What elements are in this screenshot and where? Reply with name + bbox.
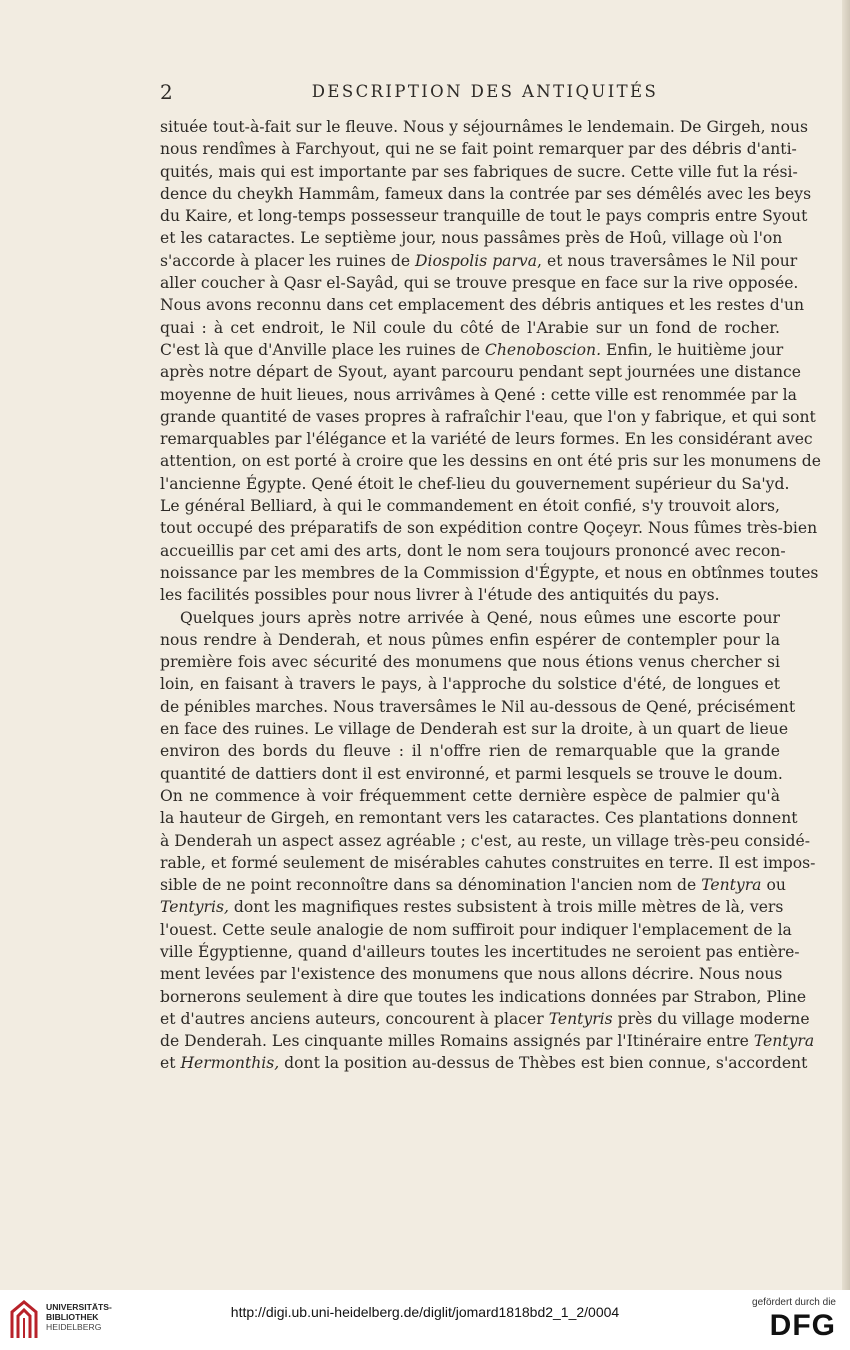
text-line: de Denderah. Les cinquante milles Romains assignés par l'Itinéraire entre Tentyra — [160, 1032, 815, 1051]
text-line: quantité de dattiers dont il est environné, et parmi lesquels se trouve le doum. — [160, 764, 783, 783]
text-line: quai : à cet endroit, le Nil coule du côté de l'Arabie sur un fond de rocher. — [160, 318, 780, 337]
running-head — [160, 80, 780, 104]
dfg-logo[interactable]: DFG — [769, 1309, 836, 1342]
text-line: la hauteur de Girgeh, en remontant vers les cataractes. Ces plantations donnent — [160, 809, 798, 828]
body-text — [160, 116, 821, 1075]
document-url-link[interactable]: http://digi.ub.uni-heidelberg.de/diglit/jomard1818bd2_1_2/0004 — [230, 1304, 620, 1320]
text-line: tout occupé des préparatifs de son expédition contre Qoçeyr. Nous fûmes très-bien — [160, 519, 818, 538]
text-line: Quelques jours après notre arrivée à Qené, nous eûmes une escorte pour — [180, 608, 780, 627]
text-line: C'est là que d'Anville place les ruines de Chenoboscion. Enfin, le huitième jour — [160, 340, 784, 359]
text-line: accueillis par cet ami des arts, dont le nom sera toujours prononcé avec recon- — [160, 541, 786, 560]
text-line: et d'autres anciens auteurs, concourent à placer Tentyris près du village moderne — [160, 1009, 810, 1028]
text-line: attention, on est porté à croire que les dessins en ont été pris sur les monumens de — [160, 452, 821, 471]
page-number: 2 — [160, 80, 173, 104]
library-name-line: HEIDELBERG — [46, 1322, 102, 1332]
running-title: DESCRIPTION DES ANTIQUITÉS — [311, 82, 659, 101]
viewer-footer — [0, 1290, 850, 1350]
text-line: en face des ruines. Le village de Denderah est sur la droite, à un quart de lieue — [160, 720, 789, 739]
text-line: Nous avons reconnu dans cet emplacement des débris antiques et les restes d'un — [160, 296, 805, 315]
text-line: s'accorde à placer les ruines de Diospolis parva, et nous traversâmes le Nil pour — [160, 251, 798, 270]
text-line: nous rendîmes à Farchyout, qui ne se fait point remarquer par des débris d'anti- — [160, 140, 797, 159]
text-line: aller coucher à Qasr el-Sayâd, qui se trouve presque en face sur la rive opposée. — [160, 274, 799, 293]
text-line: première fois avec sécurité des monumens que nous étions venus chercher si — [160, 653, 780, 672]
text-line: moyenne de huit lieues, nous arrivâmes à Qené : cette ville est renommée par la — [160, 385, 797, 404]
funded-by-label: gefördert durch die — [752, 1297, 836, 1308]
text-line: On ne commence à voir fréquemment cette dernière espèce de palmier qu'à — [160, 786, 780, 805]
text-line: rable, et formé seulement de misérables cahutes construites en terre. Il est impos- — [160, 853, 816, 872]
text-line: ment levées par l'existence des monumens que nous allons décrire. Nous nous — [160, 965, 783, 984]
text-line: grande quantité de vases propres à rafraîchir l'eau, que l'on y fabrique, et qui sont — [160, 407, 816, 426]
text-line: loin, en faisant à travers le pays, à l'approche du solstice d'été, de longues et — [160, 675, 780, 694]
text-line: Tentyris, dont les magnifiques restes subsistent à trois mille mètres de là, vers — [160, 898, 784, 917]
text-line: quités, mais qui est importante par ses fabriques de sucre. Cette ville fut la rési- — [160, 162, 798, 181]
text-line: dence du cheykh Hammâm, fameux dans la contrée par ses démêlés avec les beys — [160, 184, 812, 203]
university-library-logo-icon[interactable] — [8, 1300, 40, 1340]
text-line: Le général Belliard, à qui le commandement en étoit confié, s'y trouvoit alors, — [160, 497, 780, 516]
library-name-line: BIBLIOTHEK — [46, 1312, 99, 1322]
text-line: environ des bords du fleuve : il n'offre rien de remarquable que la grande — [160, 742, 780, 761]
text-line: l'ouest. Cette seule analogie de nom suffiroit pour indiquer l'emplacement de la — [160, 920, 792, 939]
text-line: ville Égyptienne, quand d'ailleurs toutes les incertitudes ne seroient pas entière- — [160, 942, 800, 961]
text-line: après notre départ de Syout, ayant parcouru pendant sept journées une distance — [160, 363, 801, 382]
text-line: et Hermonthis, dont la position au-dessus de Thèbes est bien connue, s'accordent — [160, 1054, 808, 1073]
text-line: bornerons seulement à dire que toutes les indications données par Strabon, Pline — [160, 987, 807, 1006]
text-line: les facilités possibles pour nous livrer à l'étude des antiquités du pays. — [160, 586, 720, 605]
text-line: nous rendre à Denderah, et nous pûmes enfin espérer de contempler pour la — [160, 630, 780, 649]
text-line: de pénibles marches. Nous traversâmes le Nil au-dessous de Qené, précisément — [160, 697, 796, 716]
text-line: située tout-à-fait sur le fleuve. Nous y séjournâmes le lendemain. De Girgeh, nous — [160, 118, 809, 136]
text-line: du Kaire, et long-temps possesseur tranquille de tout le pays compris entre Syout — [160, 207, 808, 226]
text-line: et les cataractes. Le septième jour, nous passâmes près de Hoû, village où l'on — [160, 229, 783, 248]
text-line: sible de ne point reconnoître dans sa dénomination l'ancien nom de Tentyra ou — [160, 876, 786, 895]
text-line: à Denderah un aspect assez agréable ; c'est, au reste, un village très-peu considé- — [160, 831, 810, 850]
library-name — [46, 1302, 112, 1332]
text-line: noissance par les membres de la Commission d'Égypte, et nous en obtînmes toutes — [160, 563, 819, 582]
page-edge — [842, 0, 850, 1290]
library-name-line: UNIVERSITÄTS- — [46, 1302, 112, 1312]
text-line: l'ancienne Égypte. Qené étoit le chef-lieu du gouvernement supérieur du Sa'yd. — [160, 474, 790, 493]
text-line: remarquables par l'élégance et la variété de leurs formes. En les considérant avec — [160, 430, 813, 449]
